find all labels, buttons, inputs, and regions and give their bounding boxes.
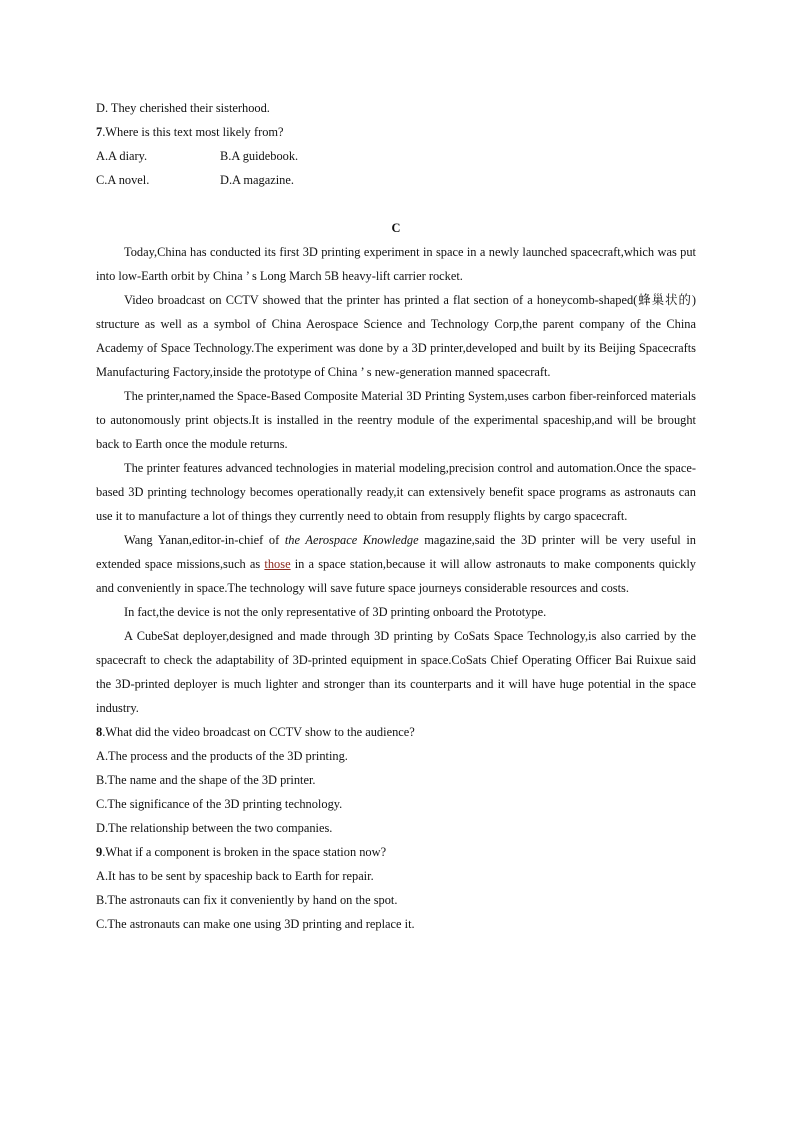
q8-option-a: A.The process and the products of the 3D printing. xyxy=(96,749,348,763)
passage-paragraph-7: A CubeSat deployer,designed and made through 3D printing by CoSats Space Technology,is also carried by the spacecraft to check the adaptability of 3D-printed equipment in space.CoSats Chief Operating Officer Bai Ruixue said the 3D-printed deployer is much lighter and stronger than its counterparts and it will have huge potential in the space industry. xyxy=(96,629,696,715)
q7-option-a: A.A diary. xyxy=(96,149,148,163)
q7-option-c: C.A novel. xyxy=(96,173,150,187)
question-stem: .What did the video broadcast on CCTV show to the audience? xyxy=(102,725,415,739)
passage-paragraph-6: In fact,the device is not the only representative of 3D printing onboard the Prototype. xyxy=(124,605,547,619)
question-number: 9 xyxy=(96,845,103,859)
q7-option-b: B.A guidebook. xyxy=(220,149,299,163)
document-page xyxy=(96,96,696,936)
question-9 xyxy=(96,840,696,864)
passage-paragraph-4: The printer features advanced technologies in material modeling,precision control and automation.Once the space-based 3D printing technology becomes operationally ready,it can extensively benefit space programs as astronauts can use it to manufacture a lot of things they currently need to obtain from resupply flights by cargo spacecraft. xyxy=(96,461,696,523)
passage-heading: C xyxy=(391,221,401,235)
magazine-title: the Aerospace Knowledge xyxy=(284,533,419,547)
q8-option-d: D.The relationship between the two companies. xyxy=(96,821,333,835)
q9-option-b: B.The astronauts can fix it conveniently by hand on the spot. xyxy=(96,893,398,907)
question-stem: .What if a component is broken in the space station now? xyxy=(102,845,387,859)
question-stem: .Where is this text most likely from? xyxy=(102,125,284,139)
q6-option-d: D. They cherished their sisterhood. xyxy=(96,101,270,115)
passage-paragraph-5 xyxy=(96,528,696,600)
p5-text-a: Wang Yanan,editor-in-chief of xyxy=(124,533,285,547)
q7-options-row-1 xyxy=(96,144,696,168)
q7-option-d: D.A magazine. xyxy=(220,173,294,187)
question-number: 8 xyxy=(96,725,103,739)
underlined-word-those: those xyxy=(264,557,291,571)
question-number: 7 xyxy=(96,125,103,139)
passage-paragraph-1: Today,China has conducted its first 3D printing experiment in space in a newly launched spacecraft,which was put into low-Earth orbit by China ’ s Long March 5B heavy-lift carrier rocket. xyxy=(96,245,696,283)
q9-option-a: A.It has to be sent by spaceship back to Earth for repair. xyxy=(96,869,374,883)
q8-option-c: C.The significance of the 3D printing technology. xyxy=(96,797,343,811)
p5-text-b: magazine,said the 3D printer will be very useful in extended space missions,such as xyxy=(96,533,696,571)
q8-option-b: B.The name and the shape of the 3D printer. xyxy=(96,773,316,787)
passage-paragraph-3: The printer,named the Space-Based Composite Material 3D Printing System,uses carbon fiber-reinforced materials to autonomously print objects.It is installed in the reentry module of the experimental spaceship,and will be brought back to Earth once the module returns. xyxy=(96,389,696,451)
question-7 xyxy=(96,120,696,144)
p5-text-c: in a space station,because it will allow astronauts to make components quickly and conveniently in space.The technology will save future space journeys considerable resources and costs. xyxy=(96,557,697,595)
q7-options-row-2 xyxy=(96,168,696,192)
passage-paragraph-2: Video broadcast on CCTV showed that the printer has printed a flat section of a honeycomb-shaped(蜂巢状的) structure as well as a symbol of China Aerospace Science and Technology Corp,the parent company of the China Academy of Space Technology.The experiment was done by a 3D printer,developed and built by its Beijing Spacecrafts Manufacturing Factory,inside the prototype of China ’ s new-generation manned spacecraft. xyxy=(96,293,696,379)
q9-option-c: C.The astronauts can make one using 3D printing and replace it. xyxy=(96,917,415,931)
question-8 xyxy=(96,720,696,744)
